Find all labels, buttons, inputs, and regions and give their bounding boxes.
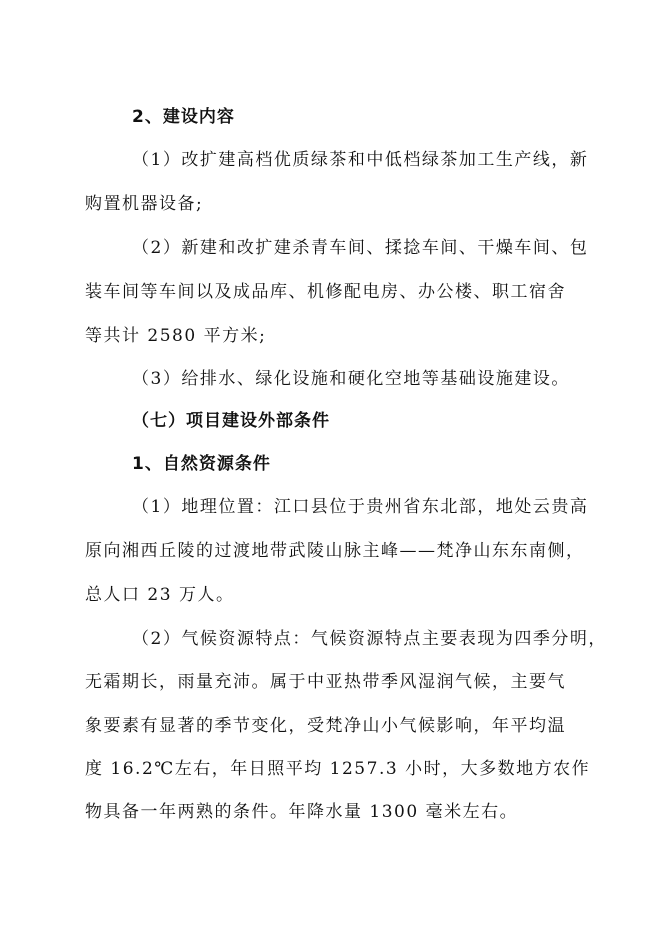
section-heading-content: 2、建设内容 — [132, 107, 235, 127]
paragraph-line: 购置机器设备; — [85, 194, 204, 214]
section-heading-natural: 1、自然资源条件 — [132, 454, 271, 474]
section-heading-external: （七）项目建设外部条件 — [132, 411, 330, 431]
paragraph-line: （1）改扩建高档优质绿茶和中低档绿茶加工生产线，新 — [132, 150, 589, 170]
paragraph-line: 象要素有显著的季节变化，受梵净山小气候影响，年平均温 — [85, 716, 566, 736]
paragraph-line: 物具备一年两熟的条件。年降水量 1300 毫米左右。 — [85, 802, 519, 822]
paragraph-line: （1）地理位置：江口县位于贵州省东北部，地处云贵高 — [132, 497, 589, 517]
paragraph-line: 无霜期长，雨量充沛。属于中亚热带季风湿润气候，主要气 — [85, 672, 566, 692]
paragraph-line: （3）给排水、绿化设施和硬化空地等基础设施建设。 — [132, 369, 570, 389]
paragraph-line: （2）气候资源特点：气候资源特点主要表现为四季分明， — [132, 629, 607, 649]
paragraph-line: 度 16.2℃左右，年日照平均 1257.3 小时，大多数地方农作 — [85, 759, 591, 779]
paragraph-line: 原向湘西丘陵的过渡地带武陵山脉主峰——梵净山东东南侧， — [85, 541, 585, 561]
paragraph-line: 装车间等车间以及成品库、机修配电房、办公楼、职工宿舍 — [85, 282, 566, 302]
paragraph-line: 总人口 23 万人。 — [85, 585, 235, 605]
paragraph-line: （2）新建和改扩建杀青车间、揉捻车间、干燥车间、包 — [132, 238, 589, 258]
paragraph-line: 等共计 2580 平方米; — [85, 326, 267, 346]
